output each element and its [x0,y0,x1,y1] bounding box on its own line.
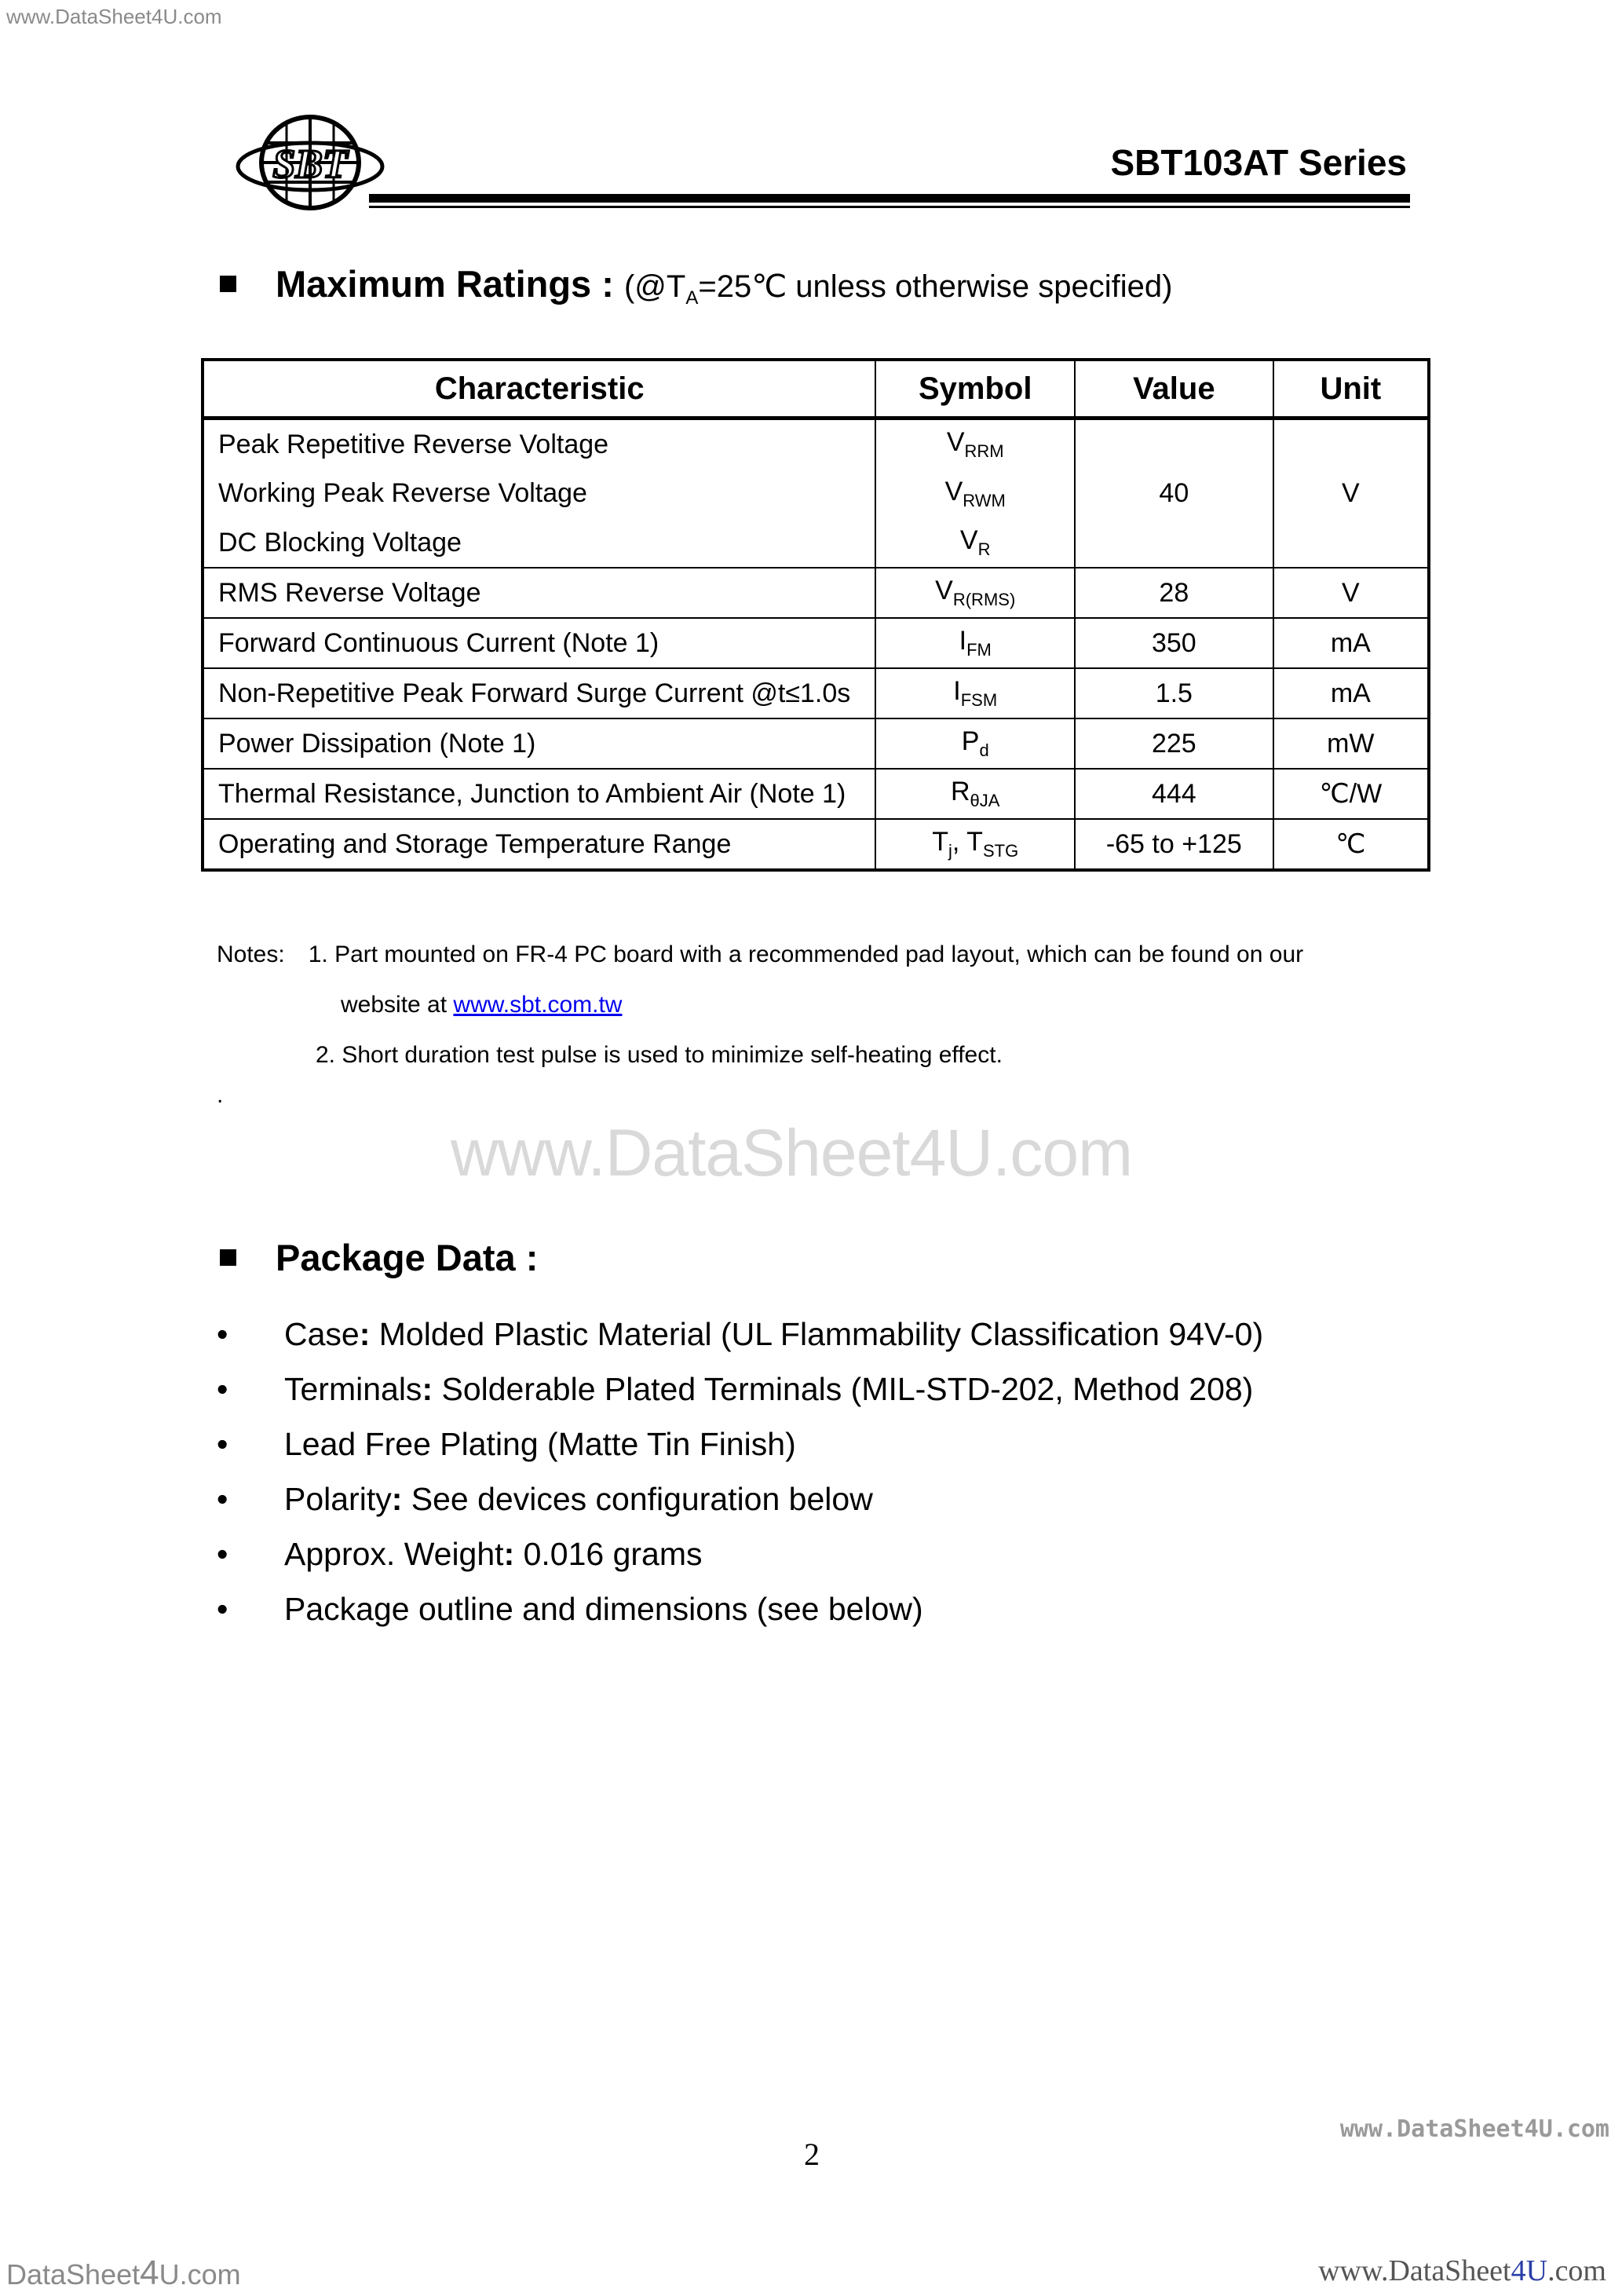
list-item: • Package outline and dimensions (see below) [217,1591,923,1627]
page-number: 2 [804,2137,820,2172]
sbt-website-link[interactable]: www.sbt.com.tw [453,992,623,1018]
max-ratings-heading: Maximum Ratings : ($@T_A=25℃$ unless otherwise specified) [220,262,1172,309]
series-title: SBT103AT Series [1110,142,1407,183]
note-2: 2. Short duration test pulse is used to minimize self-heating effect. [316,1042,1003,1068]
ratings-condition: ($@T_A=25℃$ unless otherwise specified) [623,269,1173,309]
unit-cell: V [1273,419,1429,569]
list-item: • Approx. Weight: 0.016 grams [217,1536,703,1572]
bullet-icon: • [217,1371,228,1407]
max-ratings-table [201,358,1430,872]
table-row: Working Peak Reverse Voltage $V_{RWM}$ [203,469,1429,518]
table-row: Power Dissipation (Note 1) $P_d$ 225 mW [203,718,1429,769]
square-bullet-icon [220,276,236,292]
watermark-bottom-right-small: www.DataSheet4U.com [1339,2115,1609,2143]
table-row: Peak Repetitive Reverse Voltage $V_{RRM}$ 40 V [203,419,1429,470]
list-item: • Lead Free Plating (Matte Tin Finish) [217,1426,796,1462]
bullet-icon: • [217,1591,228,1627]
value-cell: 40 [1075,419,1273,569]
notes-label: Notes: [217,941,285,967]
table-row: Non-Repetitive Peak Forward Surge Current @t≤1.0s $I_{FSM}$ 1.5 mA [203,668,1429,718]
notes-block: Notes: 1. Part mounted on FR-4 PC board with a recommended pad layout, which can be found on our website at www.sbt.com.tw 2. Short duration test pulse is used to minimize self-heating effect. [217,930,1303,1080]
col-header-value: Value [1075,360,1273,419]
table-row: Forward Continuous Current (Note 1) $I_{FM}$ 350 mA [203,618,1429,668]
sbt-logo [236,112,385,214]
table-row: DC Blocking Voltage $V_R$ [203,518,1429,568]
watermark-top: www.DataSheet4U.com [6,5,222,28]
list-item: • Polarity: See devices configuration below [217,1481,873,1517]
table-row: RMS Reverse Voltage $V_{R(RMS)}$ 28 V [203,568,1429,618]
bullet-icon: • [217,1426,228,1462]
watermark-bottom-right: www.DataSheet4U.com [1318,2254,1606,2287]
header-rule-thick [369,194,1410,203]
note-1: 1. Part mounted on FR-4 PC board with a recommended pad layout, which can be found on our [308,941,1304,967]
package-data-heading: Package Data : [220,1236,538,1279]
col-header-symbol: Symbol [875,360,1075,419]
table-header-row [203,360,1429,419]
watermark-bottom-left: DataSheet4U.com [6,2254,241,2292]
list-item: • Terminals: Solderable Plated Terminals (MIL-STD-202, Method 208) [217,1371,1254,1407]
list-item: • Case: Molded Plastic Material (UL Flammability Classification 94V-0) [217,1316,1264,1352]
stray-dot: . [217,1082,224,1108]
table-row: Operating and Storage Temperature Range $T_j$, $T_{STG}$ -65 to +125 ℃ [203,819,1429,870]
package-data-list [217,1316,1263,1646]
bullet-icon: • [217,1536,228,1572]
col-header-characteristic: Characteristic [203,360,875,419]
bullet-icon: • [217,1481,228,1517]
header-rule-thin [369,206,1410,208]
bullet-icon: • [217,1316,228,1352]
svg-text:SBT: SBT [272,142,348,187]
square-bullet-icon [220,1249,236,1266]
col-header-unit: Unit [1273,360,1429,419]
watermark-middle: www.DataSheet4U.com [451,1116,1133,1190]
table-row: Thermal Resistance, Junction to Ambient Air (Note 1) $R_{\theta JA}$ 444 ℃/W [203,769,1429,819]
